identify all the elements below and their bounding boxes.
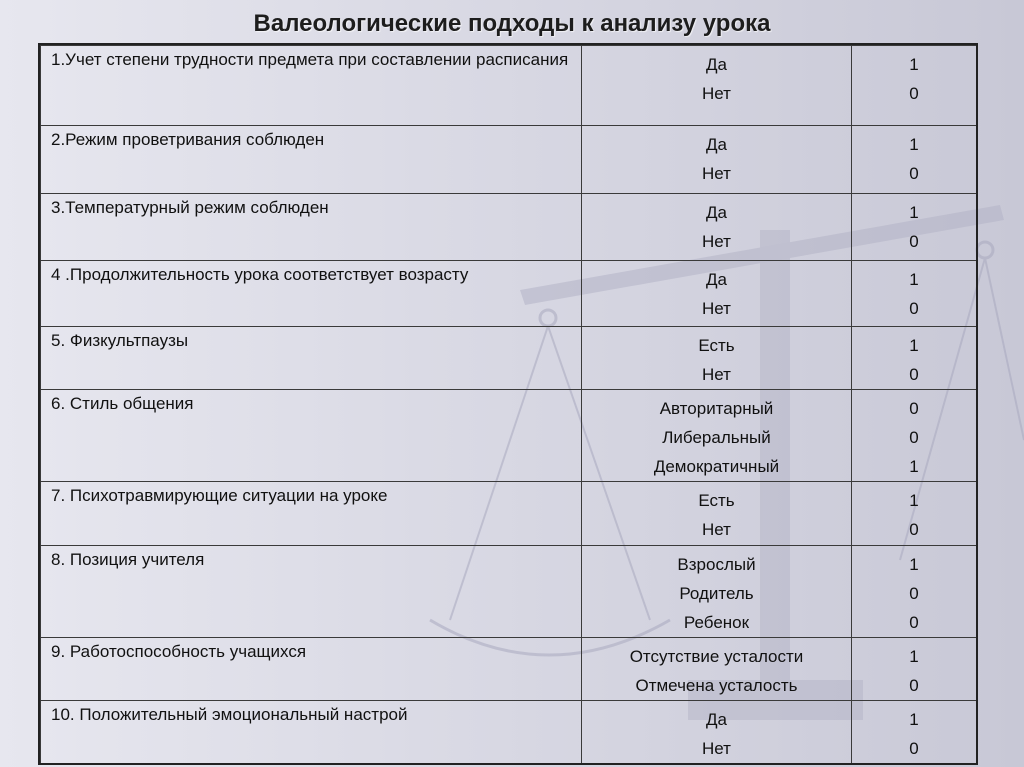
options-cell: [582, 638, 852, 701]
score-value: 1: [909, 203, 919, 222]
table-row: [41, 482, 977, 546]
criterion-cell: 4 .Продолжительность урока соответствует возрасту: [41, 261, 582, 327]
criterion-cell: 10. Положительный эмоциональный настрой: [41, 701, 582, 764]
score-value: 0: [909, 584, 919, 603]
criterion-cell: 8. Позиция учителя: [41, 546, 582, 638]
option-label: Нет: [702, 84, 731, 103]
table-row: [41, 126, 977, 194]
table-row: [41, 638, 977, 701]
score-value: 1: [909, 647, 919, 666]
score-value: 1: [909, 710, 919, 729]
scores-cell: [852, 261, 977, 327]
scores-cell: [852, 327, 977, 390]
options-cell: [582, 261, 852, 327]
criterion-cell: 7. Психотравмирующие ситуации на уроке: [41, 482, 582, 546]
scores-cell: [852, 701, 977, 764]
score-value: 0: [909, 299, 919, 318]
scores-cell: [852, 194, 977, 261]
options-cell: [582, 390, 852, 482]
score-value: 1: [909, 135, 919, 154]
score-value: 0: [909, 428, 919, 447]
option-label: Демократичный: [653, 457, 780, 476]
option-label: Нет: [702, 299, 731, 318]
score-value: 1: [909, 491, 919, 510]
options-cell: [582, 546, 852, 638]
score-value: 0: [909, 676, 919, 695]
score-value: 0: [909, 739, 919, 758]
option-label: Да: [706, 710, 727, 729]
criterion-cell: 1.Учет степени трудности предмета при составлении расписания: [41, 46, 582, 126]
option-label: Родитель: [679, 584, 754, 603]
table-row: [41, 390, 977, 482]
criterion-cell: 3.Температурный режим соблюден: [41, 194, 582, 261]
options-cell: [582, 126, 852, 194]
options-cell: [582, 701, 852, 764]
option-label: Авторитарный: [659, 399, 774, 418]
option-label: Есть: [698, 491, 735, 510]
option-label: Нет: [702, 520, 731, 539]
score-value: 0: [909, 365, 919, 384]
page-title: Валеологические подходы к анализу урока: [253, 10, 771, 37]
options-cell: [582, 327, 852, 390]
option-label: Нет: [702, 739, 731, 758]
score-value: 1: [909, 270, 919, 289]
scores-cell: [852, 638, 977, 701]
table-row: [41, 546, 977, 638]
scores-cell: [852, 546, 977, 638]
score-value: 1: [909, 336, 919, 355]
criterion-cell: 2.Режим проветривания соблюден: [41, 126, 582, 194]
option-label: Нет: [702, 232, 731, 251]
table-row: [41, 194, 977, 261]
score-value: 1: [909, 555, 919, 574]
score-value: 0: [909, 164, 919, 183]
option-label: Да: [706, 270, 727, 289]
table-row: [41, 46, 977, 126]
analysis-table: [40, 45, 977, 764]
criterion-cell: 9. Работоспособность учащихся: [41, 638, 582, 701]
score-value: 1: [909, 457, 919, 476]
option-label: Нет: [702, 164, 731, 183]
score-value: 0: [909, 520, 919, 539]
option-label: Ребенок: [683, 613, 750, 632]
scores-cell: [852, 390, 977, 482]
table-row: [41, 261, 977, 327]
option-label: Отсутствие усталости: [629, 647, 804, 666]
options-cell: [582, 46, 852, 126]
scores-cell: [852, 46, 977, 126]
score-value: 0: [909, 232, 919, 251]
table-row: [41, 701, 977, 764]
criterion-cell: 5. Физкультпаузы: [41, 327, 582, 390]
score-value: 0: [909, 613, 919, 632]
analysis-table-frame: [38, 43, 978, 765]
score-value: 1: [909, 55, 919, 74]
score-value: 0: [909, 84, 919, 103]
scores-cell: [852, 482, 977, 546]
options-cell: [582, 194, 852, 261]
option-label: Да: [706, 135, 727, 154]
option-label: Нет: [702, 365, 731, 384]
score-value: 0: [909, 399, 919, 418]
option-label: Да: [706, 55, 727, 74]
option-label: Отмечена усталость: [635, 676, 798, 695]
scores-cell: [852, 126, 977, 194]
option-label: Да: [706, 203, 727, 222]
option-label: Либеральный: [662, 428, 771, 447]
criterion-cell: 6. Стиль общения: [41, 390, 582, 482]
option-label: Взрослый: [677, 555, 756, 574]
option-label: Есть: [698, 336, 735, 355]
table-row: [41, 327, 977, 390]
options-cell: [582, 482, 852, 546]
